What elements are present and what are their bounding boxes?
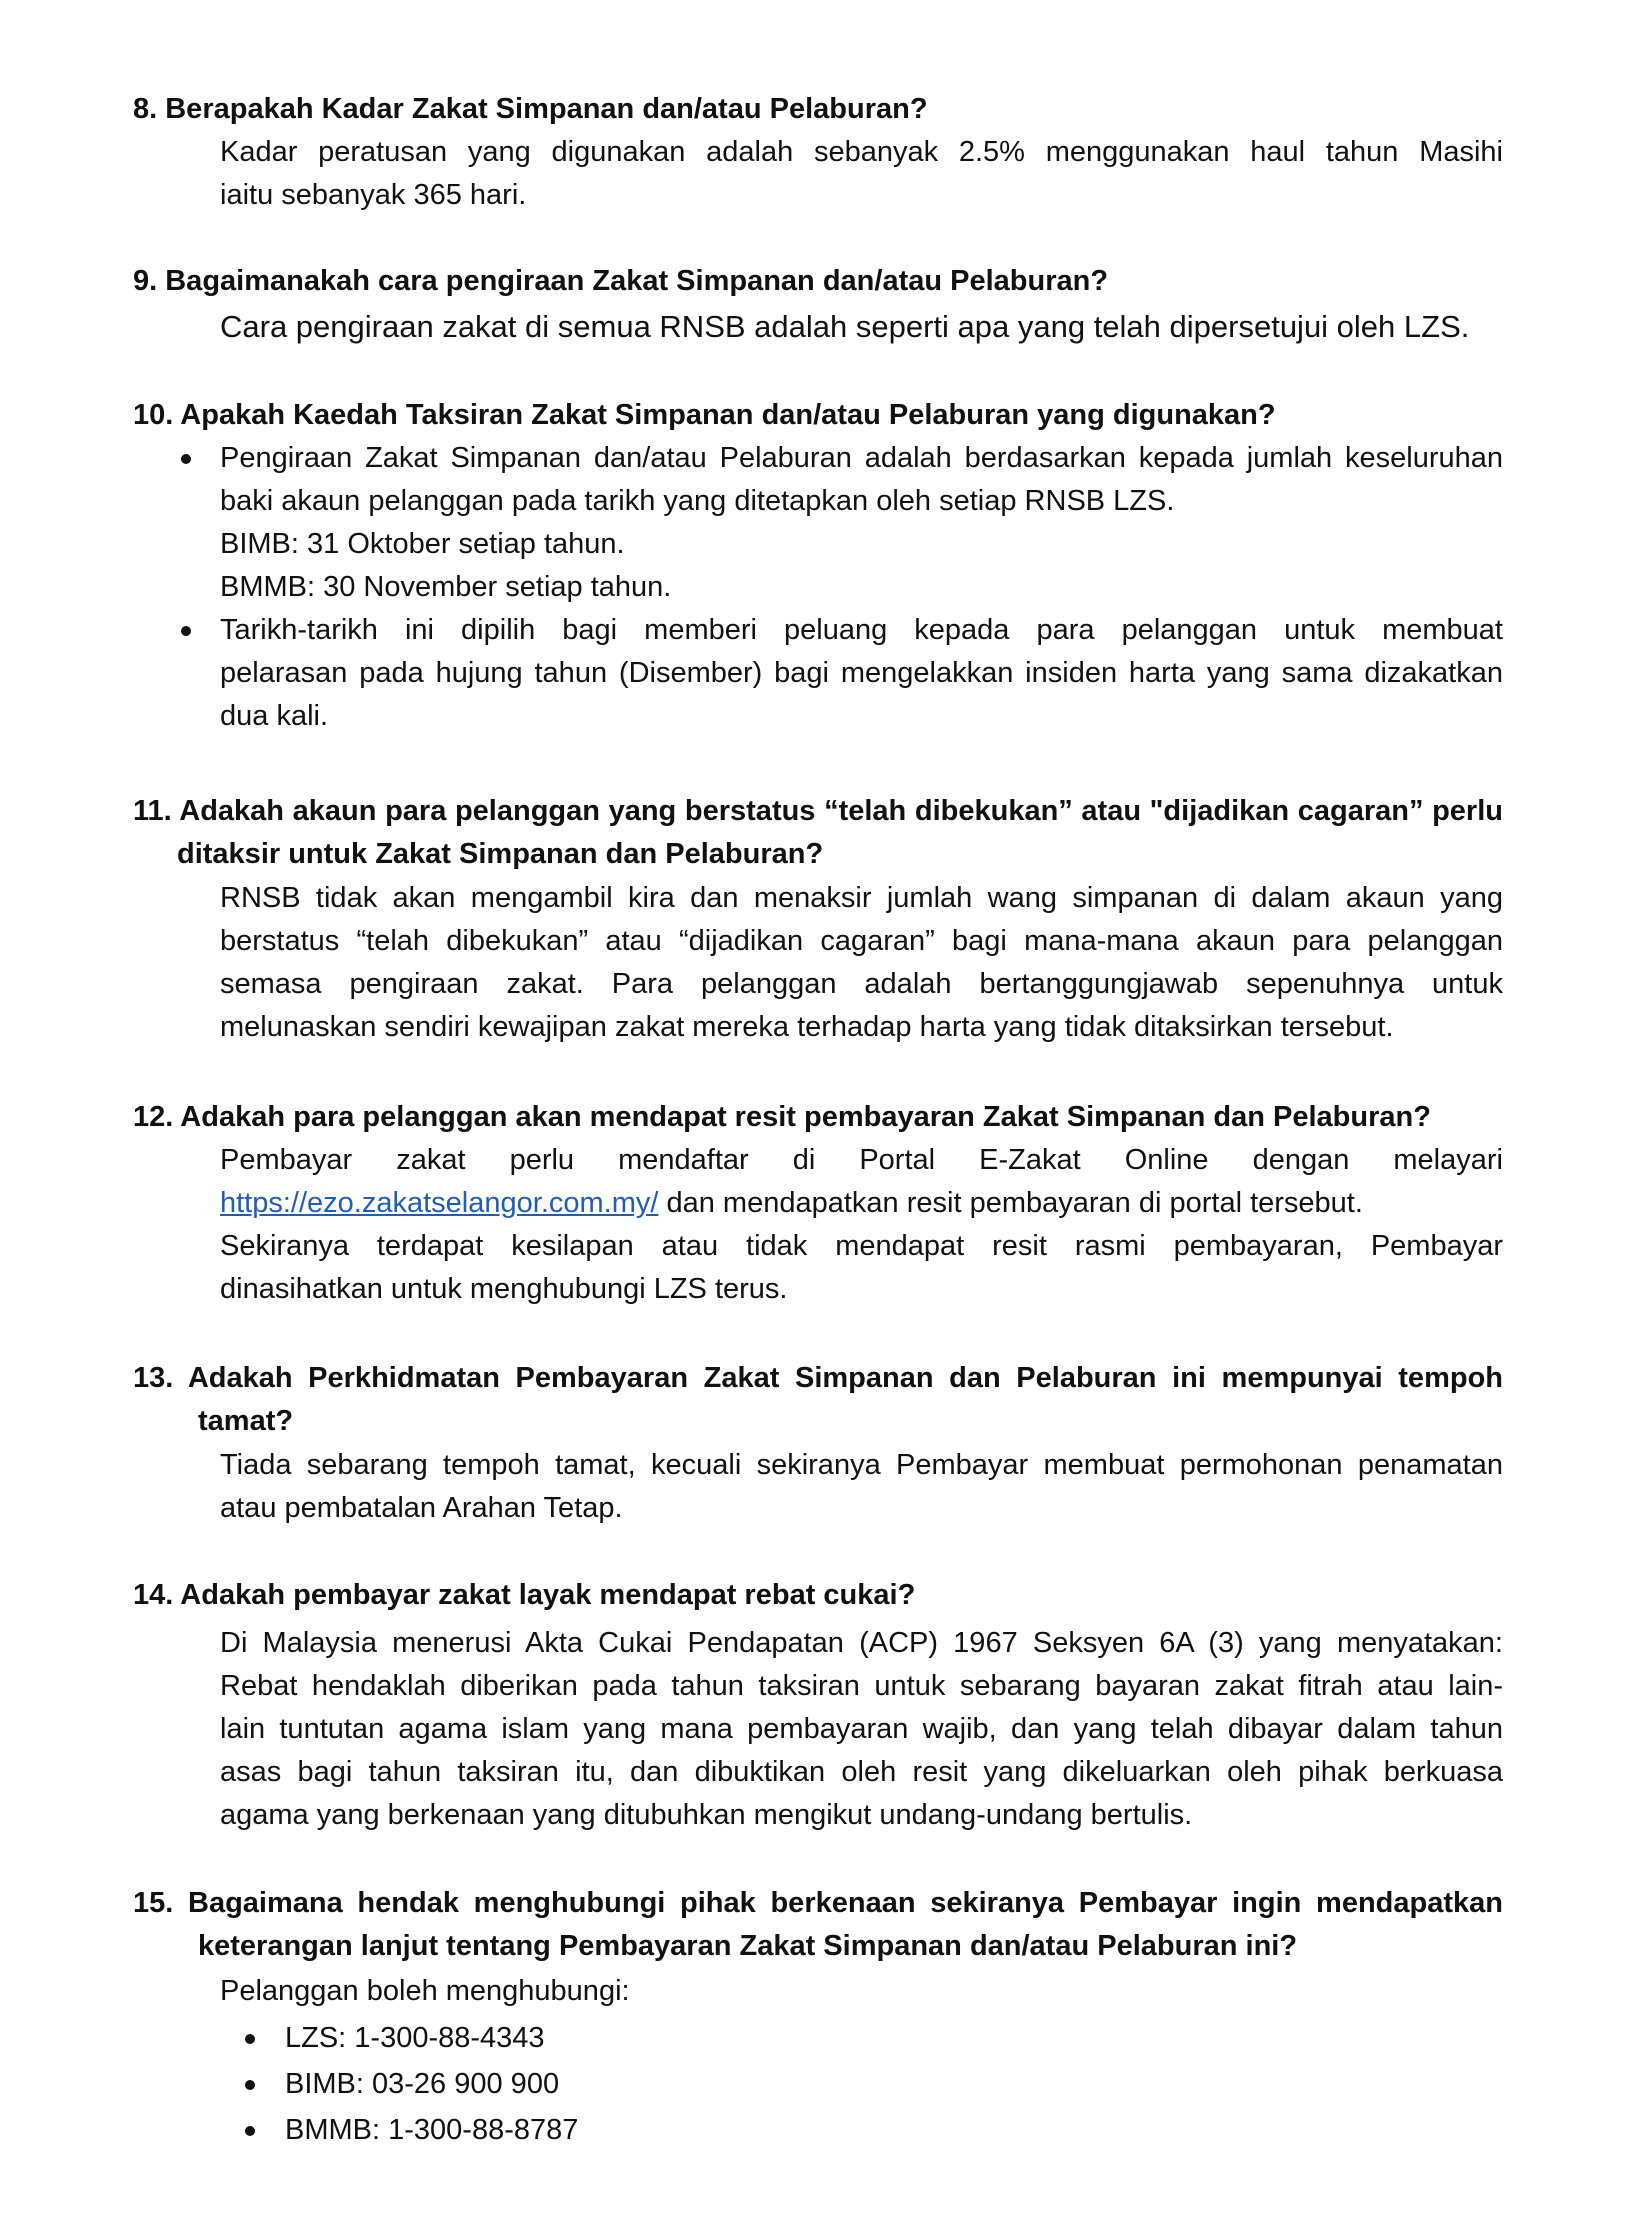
answer-14-line-2: Rebat hendaklah diberikan pada tahun taksiran untuk sebarang bayaran zakat fitrah atau lain- xyxy=(220,1670,1503,1702)
answer-8-line-2: iaitu sebanyak 365 hari. xyxy=(220,179,527,211)
answer-12-line-2-text: dan mendapatkan resit pembayaran di portal tersebut. xyxy=(658,1187,1363,1219)
faq-question-10: 10. Apakah Kaedah Taksiran Zakat Simpanan dan/atau Pelaburan yang digunakan? xyxy=(133,399,1276,431)
bullet-dot xyxy=(245,2126,255,2136)
answer-12-line-4: dinasihatkan untuk menghubungi LZS terus. xyxy=(220,1273,788,1305)
faq-answer-13 xyxy=(220,1444,1503,1530)
bullet-dot xyxy=(181,454,191,464)
answer-10-bullet-2-line-1: Tarikh-tarikh ini dipilih bagi memberi peluang kepada para pelanggan untuk membuat xyxy=(220,614,1503,646)
answer-10-bullet-2-line-3: dua kali. xyxy=(220,700,329,732)
faq-question-13 xyxy=(133,1357,1503,1443)
faq-answer-11 xyxy=(220,877,1503,1049)
answer-11-line-3: semasa pengiraan zakat. Para pelanggan adalah bertanggungjawab sepenuhnya untuk xyxy=(220,968,1503,1000)
contact-list-item: LZS: 1-300-88-4343 xyxy=(285,2022,545,2054)
answer-10-bullet-1-line-2: baki akaun pelanggan pada tarikh yang ditetapkan oleh setiap RNSB LZS. xyxy=(220,485,1175,517)
faq-answer-12 xyxy=(220,1139,1503,1311)
contact-list-item: BIMB: 03-26 900 900 xyxy=(285,2068,560,2100)
faq-question-9: 9. Bagaimanakah cara pengiraan Zakat Simpanan dan/atau Pelaburan? xyxy=(133,265,1109,297)
faq-answer-10 xyxy=(220,437,1503,738)
answer-10-bullet-1-line-1: Pengiraan Zakat Simpanan dan/atau Pelaburan adalah berdasarkan kepada jumlah keseluruhan xyxy=(220,442,1503,474)
contact-list xyxy=(285,2015,578,2153)
faq-question-8: 8. Berapakah Kadar Zakat Simpanan dan/atau Pelaburan? xyxy=(133,93,928,125)
faq-question-14: 14. Adakah pembayar zakat layak mendapat rebat cukai? xyxy=(133,1579,916,1611)
answer-12-line-1: Pembayar zakat perlu mendaftar di Portal E-Zakat Online dengan melayari xyxy=(220,1144,1503,1176)
question-13-line-1: 13. Adakah Perkhidmatan Pembayaran Zakat Simpanan dan Pelaburan ini mempunyai tempoh xyxy=(133,1362,1503,1394)
answer-9-line-1: Cara pengiraan zakat di semua RNSB adalah seperti apa yang telah dipersetujui oleh LZS. xyxy=(220,309,1470,344)
question-15-line-2: keterangan lanjut tentang Pembayaran Zakat Simpanan dan/atau Pelaburan ini? xyxy=(198,1930,1298,1962)
bullet-dot xyxy=(181,626,191,636)
faq-question-11 xyxy=(133,790,1503,876)
answer-13-line-1: Tiada sebarang tempoh tamat, kecuali sekiranya Pembayar membuat permohonan penamatan xyxy=(220,1449,1503,1481)
answer-11-line-4: melunaskan sendiri kewajipan zakat mereka terhadap harta yang tidak ditaksirkan tersebut. xyxy=(220,1011,1394,1043)
answer-10-bullet-1-line-3: BIMB: 31 Oktober setiap tahun. xyxy=(220,528,625,560)
question-15-line-1: 15. Bagaimana hendak menghubungi pihak berkenaan sekiranya Pembayar ingin mendapatkan xyxy=(133,1887,1503,1919)
answer-11-line-1: RNSB tidak akan mengambil kira dan menaksir jumlah wang simpanan di dalam akaun yang xyxy=(220,882,1503,914)
faq-answer-8 xyxy=(220,131,1503,217)
answer-10-bullet-2-line-2: pelarasan pada hujung tahun (Disember) bagi mengelakkan insiden harta yang sama dizakatkan xyxy=(220,657,1503,689)
bullet-dot xyxy=(245,2034,255,2044)
question-11-line-1: 11. Adakah akaun para pelanggan yang berstatus “telah dibekukan” atau "dijadikan cagaran” perlu xyxy=(133,795,1503,827)
answer-14-line-5: agama yang berkenaan yang ditubuhkan mengikut undang-undang bertulis. xyxy=(220,1799,1193,1831)
faq-answer-9 xyxy=(220,305,1503,348)
answer-13-line-2: atau pembatalan Arahan Tetap. xyxy=(220,1492,623,1524)
faq-question-15 xyxy=(133,1882,1503,1968)
faq-question-12: 12. Adakah para pelanggan akan mendapat resit pembayaran Zakat Simpanan dan Pelaburan? xyxy=(133,1101,1431,1133)
faq-answer-15 xyxy=(220,1970,1503,2013)
answer-12-line-3: Sekiranya terdapat kesilapan atau tidak mendapat resit rasmi pembayaran, Pembayar xyxy=(220,1230,1503,1262)
contact-list-item: BMMB: 1-300-88-8787 xyxy=(285,2114,579,2146)
bullet-dot xyxy=(245,2080,255,2090)
ezakat-portal-link[interactable]: https://ezo.zakatselangor.com.my/ xyxy=(220,1187,659,1219)
answer-11-line-2: berstatus “telah dibekukan” atau “dijadikan cagaran” bagi mana-mana akaun para pelanggan xyxy=(220,925,1503,957)
answer-14-line-3: lain tuntutan agama islam yang mana pembayaran wajib, dan yang telah dibayar dalam tahun xyxy=(220,1713,1503,1745)
answer-14-line-4: asas bagi tahun taksiran itu, dan dibuktikan oleh resit yang dikeluarkan oleh pihak berkuasa xyxy=(220,1756,1503,1788)
question-11-line-2: ditaksir untuk Zakat Simpanan dan Pelaburan? xyxy=(177,838,824,870)
faq-answer-14 xyxy=(220,1622,1503,1837)
question-13-line-2: tamat? xyxy=(198,1405,294,1437)
answer-8-line-1: Kadar peratusan yang digunakan adalah sebanyak 2.5% menggunakan haul tahun Masihi xyxy=(220,136,1503,168)
answer-12-line-2 xyxy=(220,1182,1503,1225)
answer-14-line-1: Di Malaysia menerusi Akta Cukai Pendapatan (ACP) 1967 Seksyen 6A (3) yang menyatakan: xyxy=(220,1627,1503,1659)
answer-15-intro: Pelanggan boleh menghubungi: xyxy=(220,1975,630,2007)
answer-10-bullet-1-line-4: BMMB: 30 November setiap tahun. xyxy=(220,571,672,603)
